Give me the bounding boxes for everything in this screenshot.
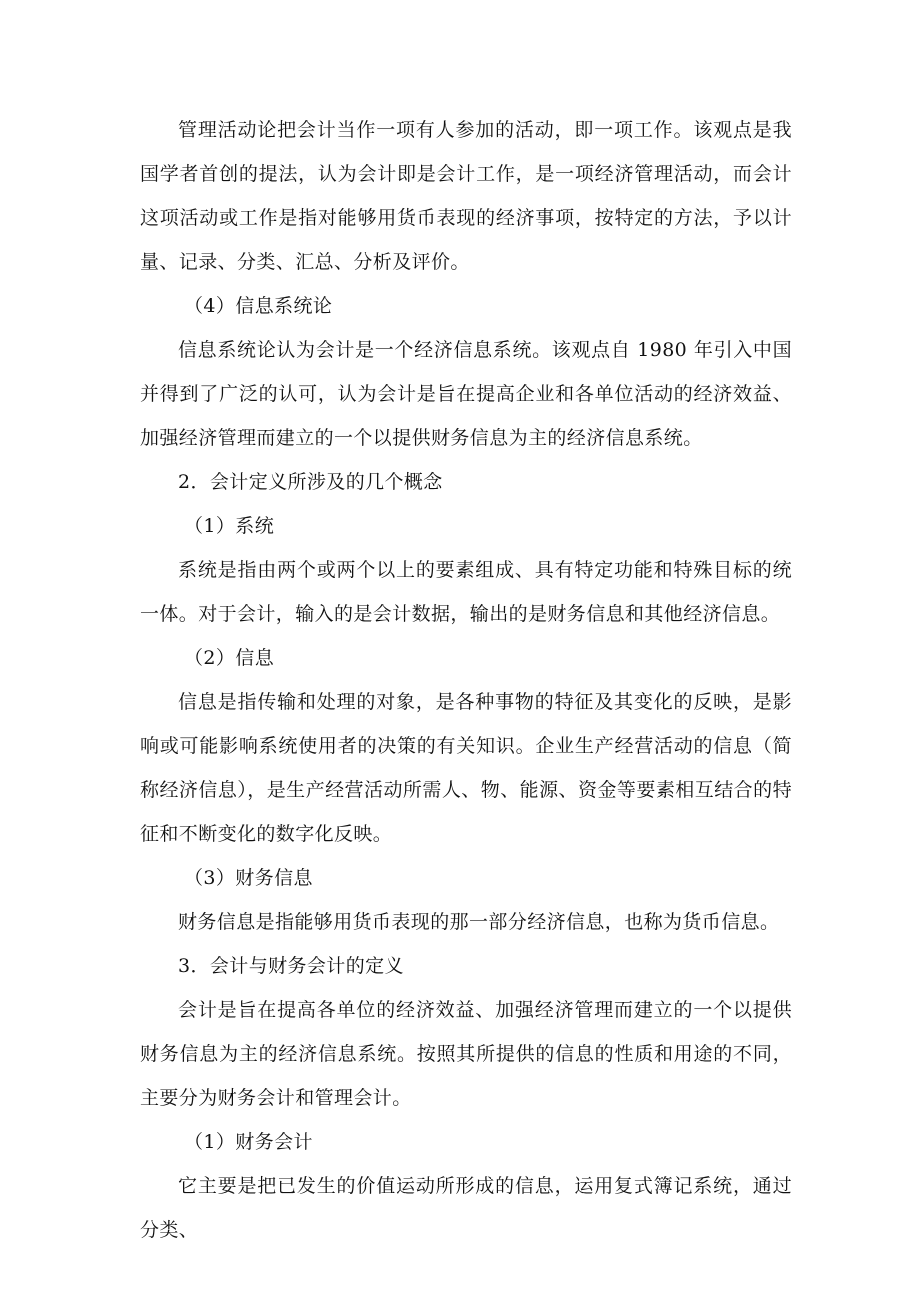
paragraph-information: 信息是指传输和处理的对象，是各种事物的特征及其变化的反映，是影响或可能影响系统使用者的决策的有关知识。企业生产经营活动的信息（简称经济信息），是生产经营活动所需人、物、能源、资金等要素相互结合的特征和不断变化的数字化反映。 (140, 691, 792, 845)
paragraph-financial-information: 财务信息是指能够用货币表现的那一部分经济信息，也称为货币信息。 (178, 911, 780, 933)
document-body (140, 108, 792, 1252)
subheading-information: （2）信息 (184, 647, 275, 669)
subheading-financial-accounting: （1）财务会计 (184, 1131, 313, 1153)
paragraph-information-system-theory: 信息系统论认为会计是一个经济信息系统。该观点自 1980 年引入中国并得到了广泛的认可，认为会计是旨在提高企业和各单位活动的经济效益、加强经济管理而建立的一个以提供财务信息为主的经济信息系统。 (140, 339, 792, 449)
subheading-financial-information: （3）财务信息 (184, 867, 313, 889)
paragraph-management-activity-theory: 管理活动论把会计当作一项有人参加的活动，即一项工作。该观点是我国学者首创的提法，认为会计即是会计工作，是一项经济管理活动，而会计这项活动或工作是指对能够用货币表现的经济事项，按特定的方法，予以计量、记录、分类、汇总、分析及评价。 (140, 119, 792, 273)
paragraph-system: 系统是指由两个或两个以上的要素组成、具有特定功能和特殊目标的统一体。对于会计，输入的是会计数据，输出的是财务信息和其他经济信息。 (140, 559, 792, 625)
heading-accounting-definitions: 3．会计与财务会计的定义 (178, 955, 404, 977)
heading-concepts-in-definition: 2．会计定义所涉及的几个概念 (178, 471, 443, 493)
paragraph-accounting-definition: 会计是旨在提高各单位的经济效益、加强经济管理而建立的一个以提供财务信息为主的经济信息系统。按照其所提供的信息的性质和用途的不同，主要分为财务会计和管理会计。 (140, 999, 792, 1109)
subheading-system: （1）系统 (184, 515, 275, 537)
subheading-information-system-theory: （4）信息系统论 (184, 295, 333, 317)
paragraph-financial-accounting: 它主要是把已发生的价值运动所形成的信息，运用复式簿记系统，通过分类、 (140, 1175, 792, 1241)
